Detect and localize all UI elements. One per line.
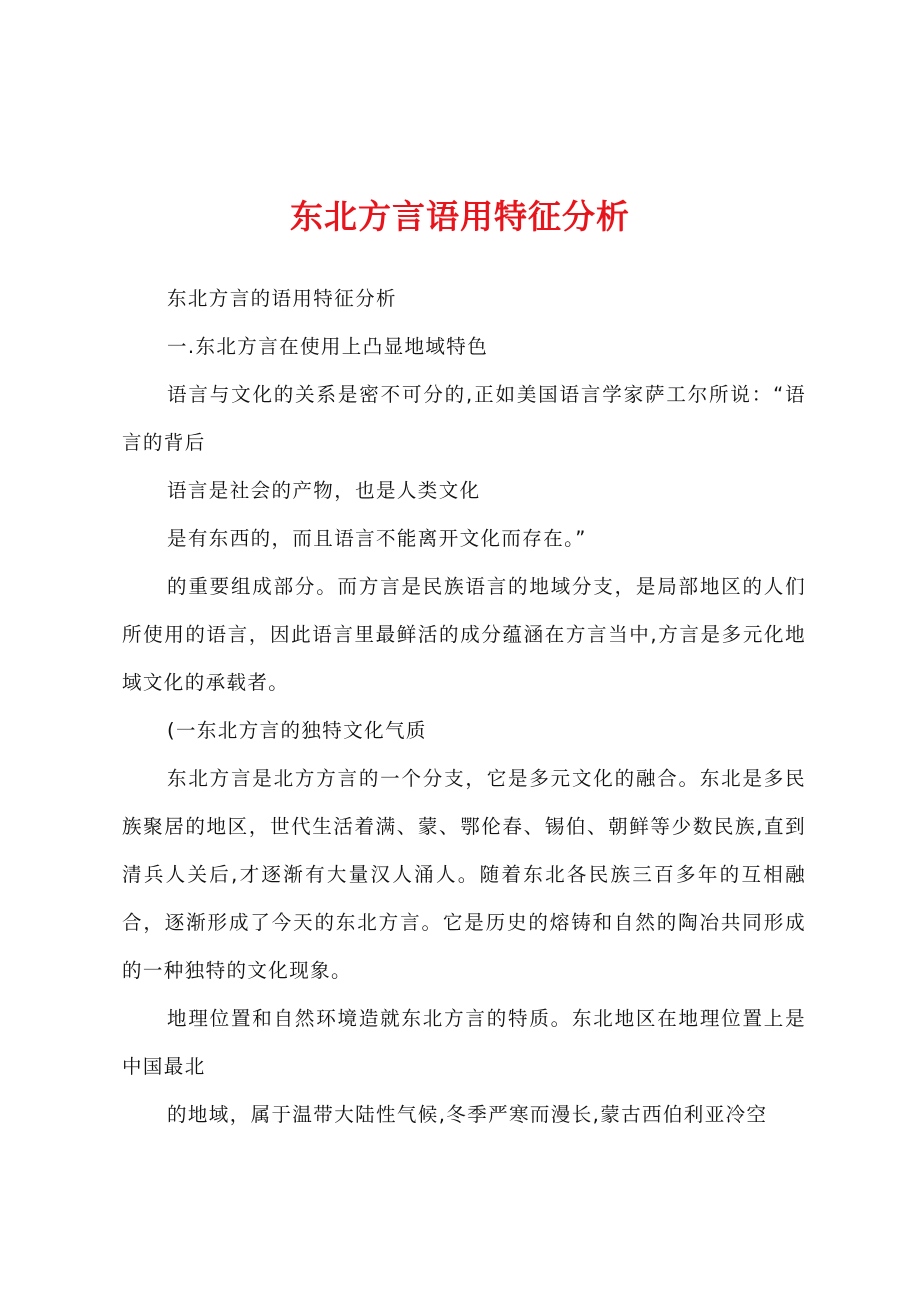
document-title: 东北方言语用特征分析	[290, 197, 630, 236]
paragraph-2: 一.东北方言在使用上凸显地域特色	[167, 335, 489, 358]
paragraph-9: 地理位置和自然环境造就东北方言的特质。东北地区在地理位置上是中国最北	[122, 1007, 806, 1078]
paragraph-4: 语言是社会的产物，也是人类文化	[167, 479, 481, 502]
paragraph-6: 的重要组成部分。而方言是民族语言的地域分支，是局部地区的人们所使用的语言，因此语言里最鲜活的成分蕴涵在方言当中,方言是多元化地域文化的承载者。	[122, 575, 806, 694]
paragraph-10: 的地域，属于温带大陆性气候,冬季严寒而漫长,蒙古西伯利亚冷空	[167, 1103, 768, 1126]
document-body	[122, 275, 806, 1139]
paragraph-5: 是有东西的，而且语言不能离开文化而存在。”	[167, 527, 587, 550]
paragraph-3: 语言与文化的关系是密不可分的,正如美国语言学家萨工尔所说：“语言的背后	[122, 383, 806, 454]
paragraph-1: 东北方言的语用特征分析	[167, 287, 397, 310]
paragraph-7: (一东北方言的独特文化气质	[167, 719, 427, 742]
paragraph-8: 东北方言是北方方言的一个分支，它是多元文化的融合。东北是多民族聚居的地区，世代生活着满、蒙、鄂伦春、锡伯、朝鲜等少数民族,直到清兵人关后,才逐渐有大量汉人涌人。随着东北各民族三百多年的互相融合，逐渐形成了今天的东北方言。它是历史的熔铸和自然的陶冶共同形成的一种独特的文化现象。	[122, 767, 806, 982]
